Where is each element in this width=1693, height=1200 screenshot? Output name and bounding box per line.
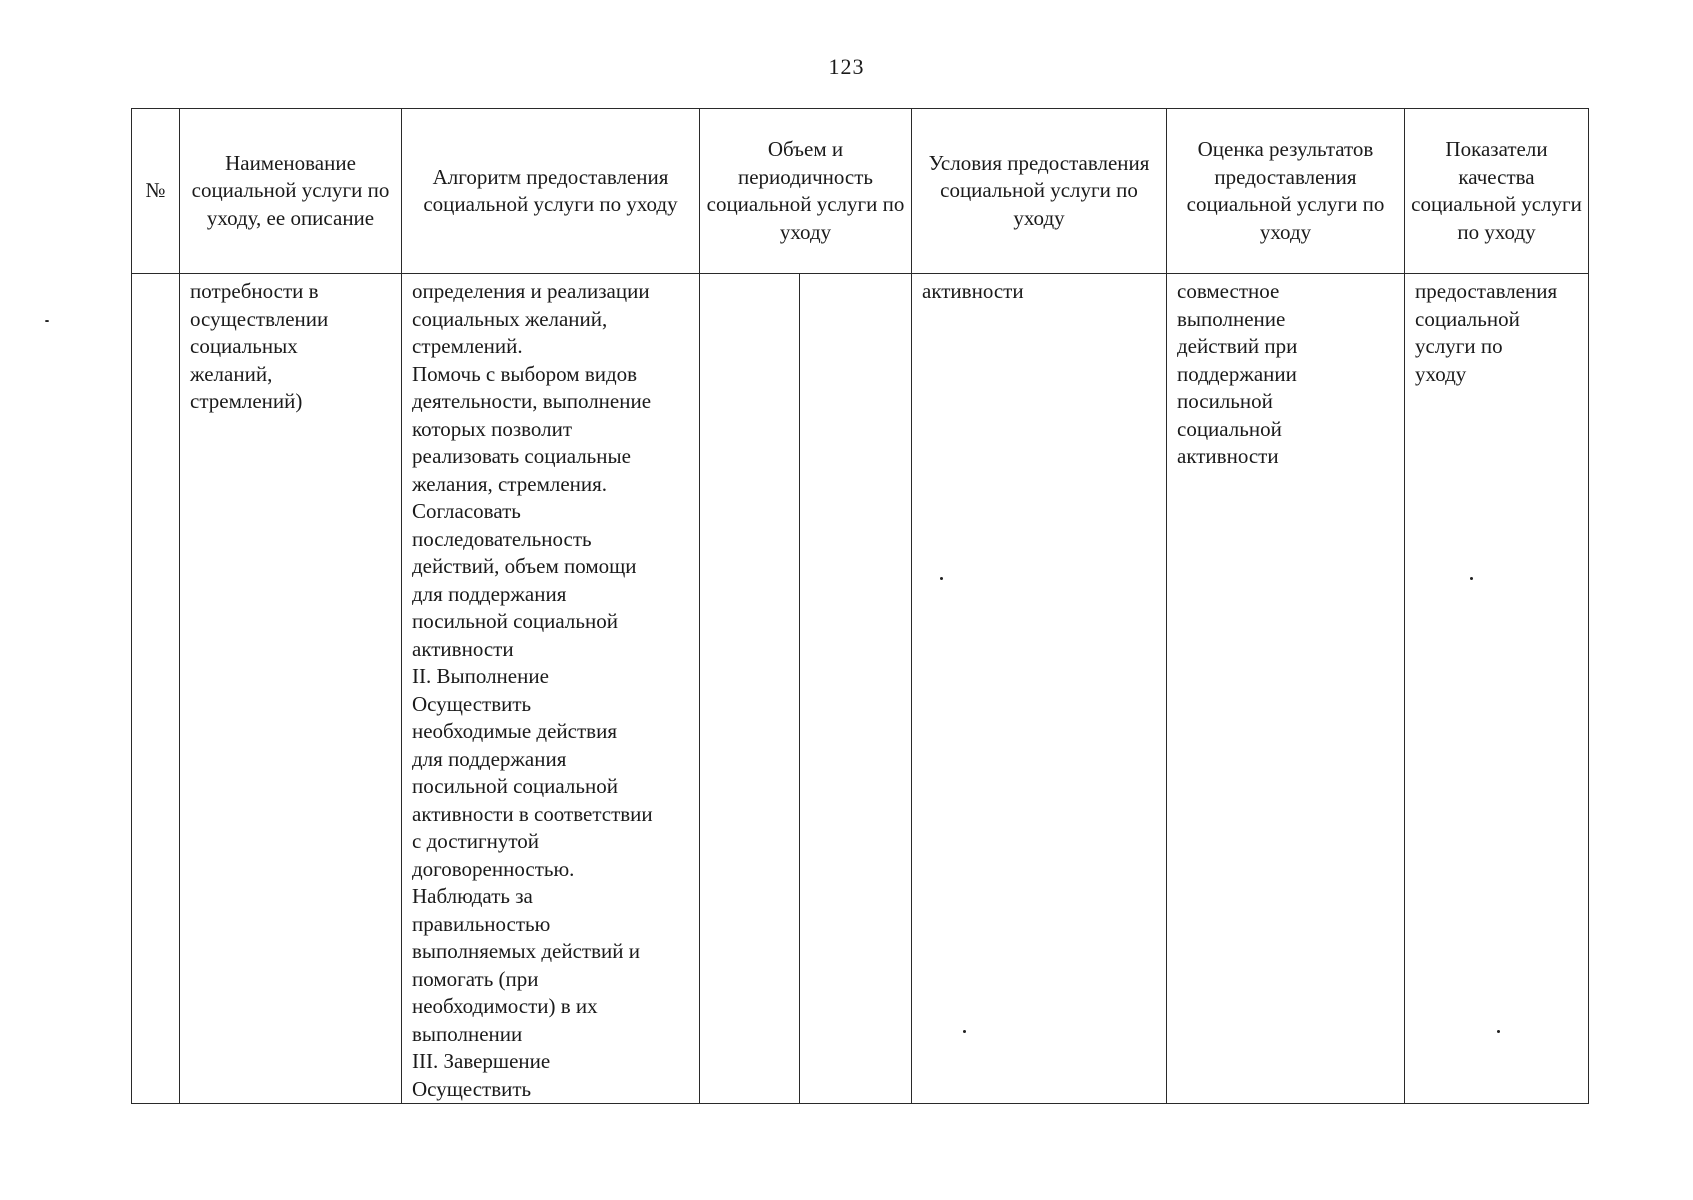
header-conditions: Условия предоставления социальной услуги по уходу — [912, 109, 1167, 274]
scan-speck — [1497, 1030, 1500, 1033]
scan-speck — [45, 320, 49, 322]
cell-number — [132, 274, 180, 1104]
table-row — [132, 274, 1589, 1104]
header-service-name: Наименование социальной услуги по уходу, ее описание — [180, 109, 402, 274]
header-algorithm: Алгоритм предоставления социальной услуги по уходу — [402, 109, 700, 274]
scan-speck — [963, 1030, 966, 1033]
header-quality: Показатели качества социальной услуги по уходу — [1405, 109, 1589, 274]
header-evaluation: Оценка результатов предоставления социальной услуги по уходу — [1167, 109, 1405, 274]
cell-evaluation: совместное выполнение действий при поддержании посильной социальной активности — [1167, 274, 1405, 1104]
cell-conditions: активности — [912, 274, 1167, 1104]
cell-service-name: потребности в осуществлении социальных желаний, стремлений) — [180, 274, 402, 1104]
cell-volume-part-2 — [800, 274, 912, 1104]
header-number: № — [132, 109, 180, 274]
cell-quality: предоставления социальной услуги по уходу — [1405, 274, 1589, 1104]
page-number: 123 — [828, 54, 865, 79]
header-volume: Объем и периодичность социальной услуги по уходу — [700, 109, 912, 274]
table-header-row — [132, 109, 1589, 274]
cell-algorithm: определения и реализации социальных желаний, стремлений. Помочь с выбором видов деятельности, выполнение которых позволит реализовать социальные желания, стремления. Согласовать последовательность действий, объем помощи для поддержания посильной социальной активности II. Выполнение Осуществить необходимые действия для поддержания посильной социальной активности в соответствии с достигнутой договоренностью. Наблюдать за правильностью выполняемых действий и помогать (при необходимости) в их выполнении III. Завершение Осуществить — [402, 274, 700, 1104]
scan-speck — [1470, 577, 1473, 580]
services-table — [131, 108, 1589, 1104]
cell-volume-part-1 — [700, 274, 800, 1104]
scan-speck — [940, 577, 943, 580]
